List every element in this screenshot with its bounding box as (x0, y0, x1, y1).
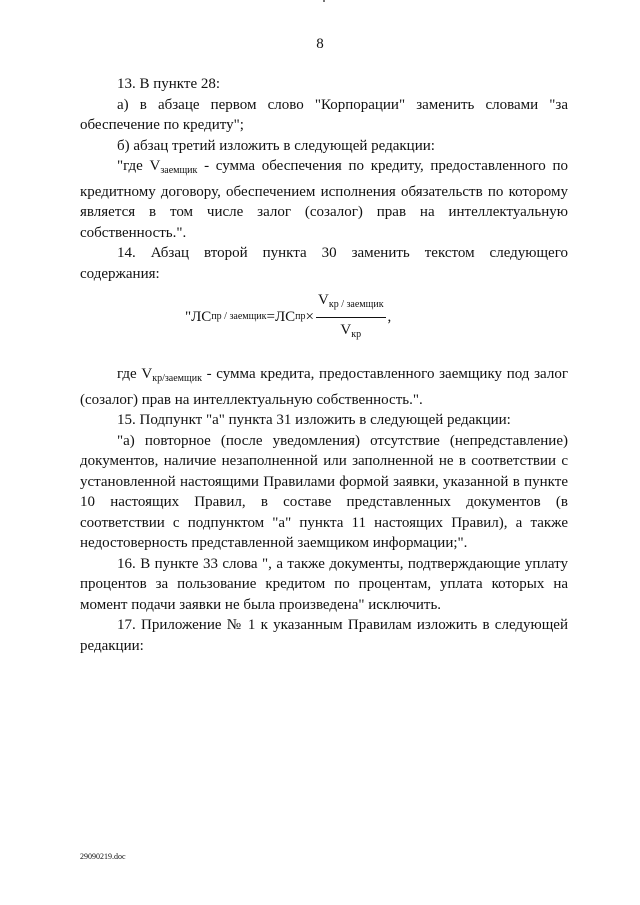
item-14-text: 14. Абзац второй пункта 30 заменить текстом следующего содержания: (80, 245, 568, 282)
formula-lhs-sub: пр / заемщик (211, 311, 267, 323)
formula-end: , (387, 309, 392, 326)
item-13-title: 13. В пункте 28: (117, 76, 221, 92)
item-13-a: а) в абзаце первом слово "Корпорации" заменить словами "за обеспечение по кредиту"; (80, 96, 568, 133)
item-16-text: 16. В пункте 33 слова ", а также документы, подтверждающие уплату процентов за пользование кредитом по процентам, уплата которых на момент подачи заявки не была произведена" исключить. (80, 555, 568, 613)
formula-fraction (316, 290, 386, 345)
item-13-quote (80, 156, 568, 243)
formula-rhs: ЛС (274, 309, 296, 326)
where-prefix: где V (117, 366, 153, 382)
quote-rest: - сумма обеспечения по кредиту, предоставленного по кредитному договору, обеспечением исполнения обязательств по которому является в том числе залог (созалог) прав на интеллектуальную собственность.". (80, 158, 568, 241)
where-rest: - сумма кредита, предоставленного заемщику под залог (созалог) прав на интеллектуальную собственность.". (80, 366, 568, 408)
fraction-numerator (316, 290, 386, 318)
formula (80, 284, 568, 364)
formula-lhs: ЛС (191, 309, 212, 326)
item-15-quote: "а) повторное (после уведомления) отсутствие (непредставление) документов, наличие незаполненной или заполненной не в соответствии с установленной настоящими Правилами формой заявки, указанной в пункте 10 настоящих Правил, в составе представленных документов (в соответствии с подпунктом "а" пункта 11 настоящих Правил), а также недостоверность представленной заемщиком информации;". (80, 432, 568, 551)
formula-rhs-sub: пр (295, 311, 306, 323)
where-subscript: кр/заемщик (152, 373, 202, 384)
formula-equals: = (266, 309, 275, 326)
item-15-text: 15. Подпункт "а" пункта 31 изложить в следующей редакции: (117, 412, 511, 428)
fraction-denominator (340, 318, 361, 346)
document-body (80, 74, 568, 656)
denominator-sub: кр (351, 328, 362, 340)
footer-filename: 29090219.doc (80, 852, 126, 861)
denominator-v: V (340, 321, 352, 338)
item-13-b: б) абзац третий изложить в следующей редакции: (117, 137, 435, 154)
page-number: 8 (316, 36, 324, 52)
quote-prefix: "где V (117, 158, 161, 174)
item-14-where (80, 364, 568, 410)
formula-times: × (305, 309, 314, 326)
formula-expression (185, 290, 391, 345)
item-17-text: 17. Приложение № 1 к указанным Правилам изложить в следующей редакции: (80, 617, 568, 654)
numerator-v: V (318, 292, 329, 308)
scan-mark (323, 0, 325, 2)
formula-open-quote: " (185, 309, 192, 326)
quote-subscript: заемщик (160, 165, 198, 176)
numerator-sub: кр / заемщик (328, 299, 384, 310)
